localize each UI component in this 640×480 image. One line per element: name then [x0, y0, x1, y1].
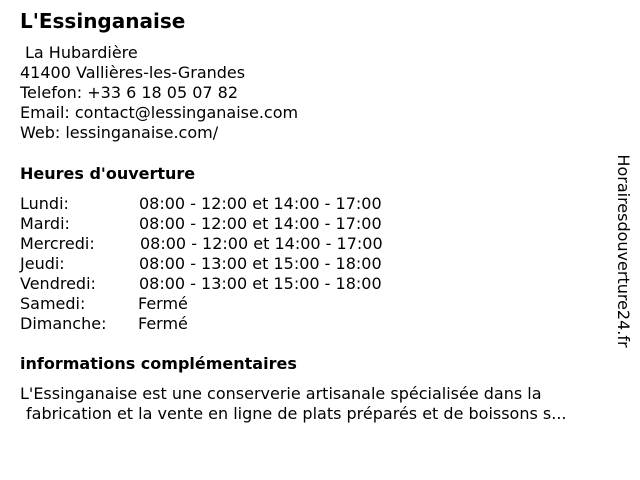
time-value: Fermé — [138, 314, 188, 333]
day-label: Jeudi: — [20, 254, 65, 273]
description-line: L'Essinganaise est une conserverie artisanale spécialisée dans la — [20, 384, 542, 403]
city-line: 41400 Vallières-les-Grandes — [20, 63, 246, 82]
watermark-text: Horairesdouverture24.fr — [614, 154, 633, 348]
day-label: Dimanche: — [20, 314, 107, 333]
time-value: 08:00 - 12:00 et 14:00 - 17:00 — [140, 234, 383, 253]
time-value: 08:00 - 13:00 et 15:00 - 18:00 — [139, 274, 382, 293]
email-line: Email: contact@lessinganaise.com — [20, 103, 299, 122]
day-label: Mardi: — [20, 214, 70, 233]
hours-row — [20, 254, 440, 274]
street-line: La Hubardière — [25, 43, 138, 62]
description — [20, 384, 620, 424]
business-name: L'Essinganaise — [20, 9, 186, 33]
day-label: Samedi: — [20, 294, 86, 313]
time-value: Fermé — [138, 294, 188, 313]
day-label: Lundi: — [20, 194, 69, 213]
hours-row — [20, 274, 440, 294]
web-line: Web: lessinganaise.com/ — [20, 123, 219, 142]
day-label: Vendredi: — [20, 274, 96, 293]
phone-line: Telefon: +33 6 18 05 07 82 — [20, 83, 239, 102]
hours-row — [20, 194, 440, 214]
time-value: 08:00 - 12:00 et 14:00 - 17:00 — [139, 194, 382, 213]
hours-row — [20, 314, 440, 334]
info-heading: informations complémentaires — [20, 354, 297, 373]
hours-row — [20, 294, 440, 314]
hours-heading: Heures d'ouverture — [20, 164, 196, 183]
day-label: Mercredi: — [20, 234, 95, 253]
hours-row — [20, 234, 440, 254]
time-value: 08:00 - 12:00 et 14:00 - 17:00 — [139, 214, 382, 233]
description-line: fabrication et la vente en ligne de plats préparés et de boissons s... — [26, 404, 567, 423]
hours-table — [20, 194, 440, 334]
hours-row — [20, 214, 440, 234]
time-value: 08:00 - 13:00 et 15:00 - 18:00 — [139, 254, 382, 273]
address-block — [20, 43, 298, 143]
